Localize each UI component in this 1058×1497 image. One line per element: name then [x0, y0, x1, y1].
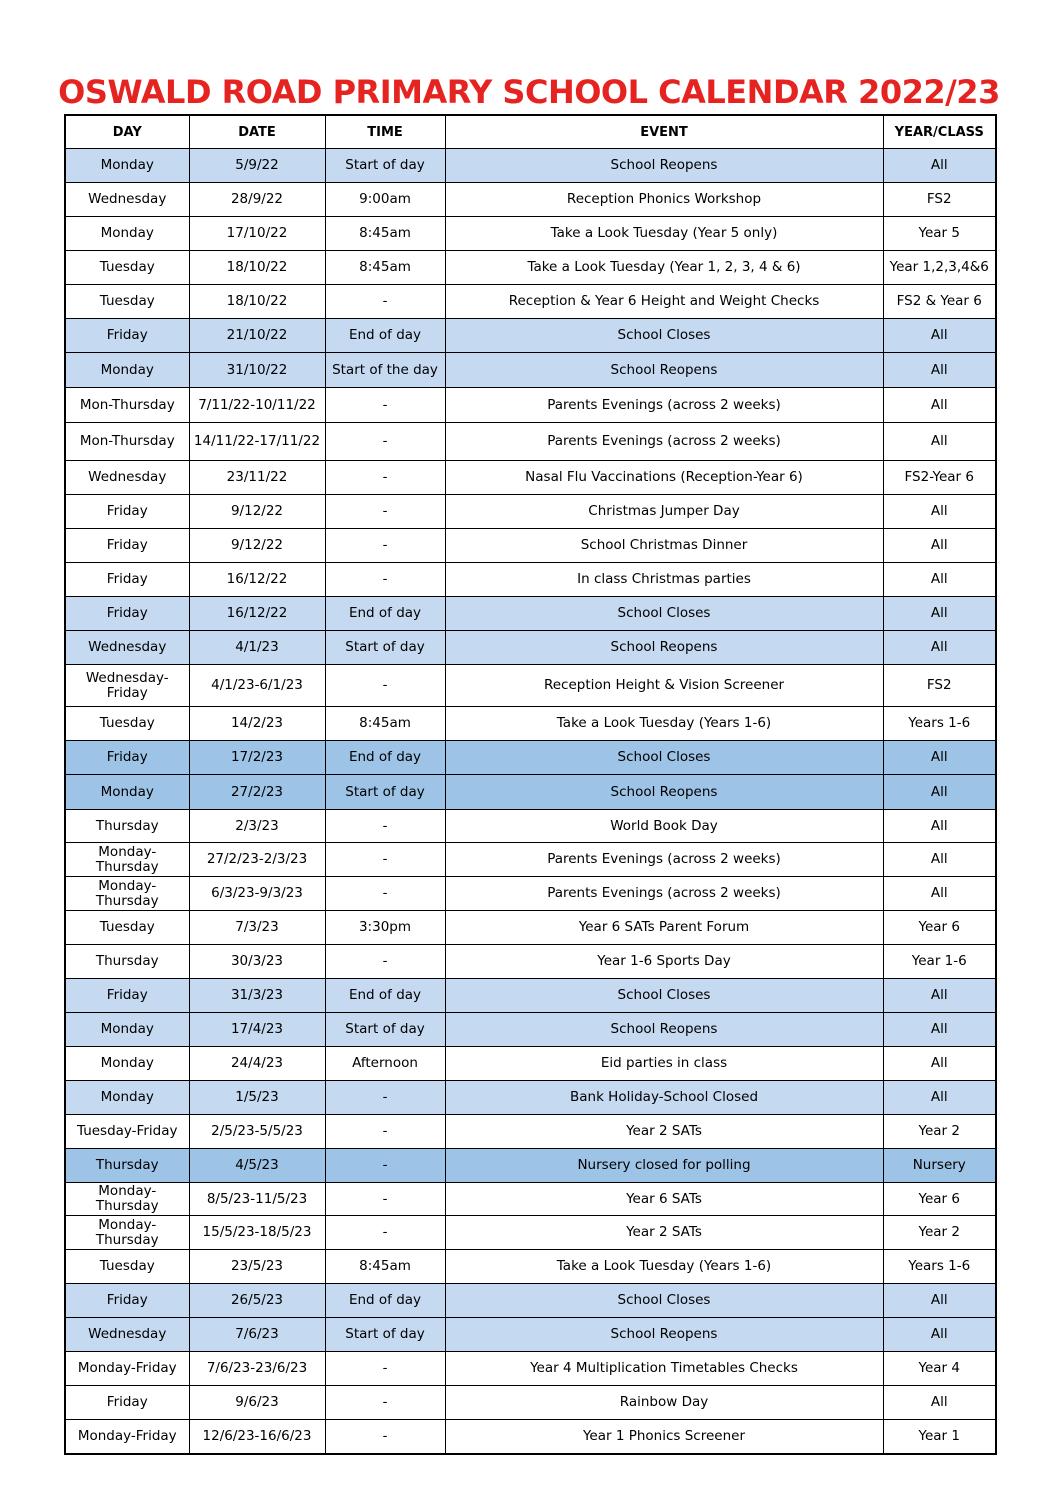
table-row	[65, 1115, 996, 1149]
table-row	[65, 423, 996, 461]
cell-date: 6/3/23-9/3/23	[189, 877, 325, 911]
cell-date: 31/10/22	[189, 353, 325, 388]
table-row	[65, 149, 996, 183]
cell-year-class: All	[883, 1284, 996, 1318]
cell-time: Afternoon	[325, 1047, 445, 1081]
cell-day: Wednesday	[65, 1318, 189, 1352]
cell-date: 9/12/22	[189, 495, 325, 529]
table-row	[65, 775, 996, 810]
cell-date: 30/3/23	[189, 945, 325, 979]
cell-day: Friday	[65, 597, 189, 631]
cell-date: 28/9/22	[189, 183, 325, 217]
cell-event: Nursery closed for polling	[445, 1149, 883, 1183]
cell-time: -	[325, 1115, 445, 1149]
cell-event: Take a Look Tuesday (Years 1-6)	[445, 707, 883, 741]
cell-date: 5/9/22	[189, 149, 325, 183]
table-row	[65, 1352, 996, 1386]
cell-time: End of day	[325, 1284, 445, 1318]
cell-date: 8/5/23-11/5/23	[189, 1183, 325, 1216]
cell-event: Rainbow Day	[445, 1386, 883, 1420]
cell-event: School Reopens	[445, 1013, 883, 1047]
cell-year-class: All	[883, 631, 996, 665]
table-row	[65, 945, 996, 979]
table-row	[65, 388, 996, 423]
cell-year-class: All	[883, 149, 996, 183]
cell-event: Parents Evenings (across 2 weeks)	[445, 388, 883, 423]
cell-date: 27/2/23	[189, 775, 325, 810]
cell-year-class: FS2-Year 6	[883, 461, 996, 495]
cell-date: 1/5/23	[189, 1081, 325, 1115]
table-row	[65, 1047, 996, 1081]
cell-date: 9/12/22	[189, 529, 325, 563]
cell-date: 17/2/23	[189, 741, 325, 775]
cell-day: Monday-Thursday	[65, 1216, 189, 1250]
cell-day: Tuesday	[65, 285, 189, 319]
cell-time: -	[325, 665, 445, 707]
page-title: OSWALD ROAD PRIMARY SCHOOL CALENDAR 2022/23	[58, 73, 1000, 111]
cell-day: Mon-Thursday	[65, 388, 189, 423]
cell-day: Tuesday	[65, 707, 189, 741]
table-row	[65, 495, 996, 529]
cell-year-class: Years 1-6	[883, 1250, 996, 1284]
cell-year-class: All	[883, 563, 996, 597]
cell-time: -	[325, 1081, 445, 1115]
cell-event: World Book Day	[445, 810, 883, 843]
cell-year-class: FS2 & Year 6	[883, 285, 996, 319]
cell-year-class: All	[883, 775, 996, 810]
cell-time: Start of day	[325, 631, 445, 665]
cell-event: Reception & Year 6 Height and Weight Checks	[445, 285, 883, 319]
cell-event: Year 2 SATs	[445, 1115, 883, 1149]
cell-time: End of day	[325, 741, 445, 775]
cell-event: School Closes	[445, 319, 883, 353]
cell-date: 17/10/22	[189, 217, 325, 251]
cell-year-class: Year 2	[883, 1216, 996, 1250]
calendar-table	[64, 114, 997, 1455]
cell-time: End of day	[325, 979, 445, 1013]
cell-year-class: Year 1-6	[883, 945, 996, 979]
cell-day: Thursday	[65, 945, 189, 979]
cell-event: School Closes	[445, 979, 883, 1013]
cell-year-class: All	[883, 423, 996, 461]
column-header-date: DATE	[189, 115, 325, 149]
cell-date: 18/10/22	[189, 285, 325, 319]
table-row	[65, 461, 996, 495]
table-header-row	[65, 115, 996, 149]
cell-event: Eid parties in class	[445, 1047, 883, 1081]
cell-date: 26/5/23	[189, 1284, 325, 1318]
table-row	[65, 1250, 996, 1284]
cell-year-class: All	[883, 319, 996, 353]
cell-day: Tuesday-Friday	[65, 1115, 189, 1149]
cell-event: Christmas Jumper Day	[445, 495, 883, 529]
cell-time: -	[325, 810, 445, 843]
cell-date: 31/3/23	[189, 979, 325, 1013]
cell-event: School Christmas Dinner	[445, 529, 883, 563]
table-row	[65, 597, 996, 631]
cell-day: Friday	[65, 529, 189, 563]
cell-event: School Closes	[445, 741, 883, 775]
cell-date: 14/11/22-17/11/22	[189, 423, 325, 461]
cell-time: -	[325, 945, 445, 979]
cell-date: 2/5/23-5/5/23	[189, 1115, 325, 1149]
cell-time: -	[325, 1183, 445, 1216]
cell-day: Friday	[65, 1284, 189, 1318]
cell-time: -	[325, 877, 445, 911]
cell-time: -	[325, 529, 445, 563]
cell-day: Tuesday	[65, 251, 189, 285]
cell-year-class: All	[883, 597, 996, 631]
cell-time: Start of day	[325, 775, 445, 810]
cell-date: 17/4/23	[189, 1013, 325, 1047]
table-row	[65, 979, 996, 1013]
column-header-event: EVENT	[445, 115, 883, 149]
cell-time: -	[325, 495, 445, 529]
cell-year-class: All	[883, 495, 996, 529]
cell-time: Start of day	[325, 149, 445, 183]
cell-time: End of day	[325, 319, 445, 353]
cell-event: School Closes	[445, 597, 883, 631]
cell-day: Monday	[65, 1047, 189, 1081]
table-row	[65, 319, 996, 353]
table-row	[65, 1013, 996, 1047]
cell-event: Take a Look Tuesday (Years 1-6)	[445, 1250, 883, 1284]
cell-day: Wednesday	[65, 461, 189, 495]
cell-day: Thursday	[65, 810, 189, 843]
cell-year-class: Year 1,2,3,4&6	[883, 251, 996, 285]
cell-date: 23/11/22	[189, 461, 325, 495]
cell-year-class: Year 2	[883, 1115, 996, 1149]
column-header-day: DAY	[65, 115, 189, 149]
cell-time: -	[325, 563, 445, 597]
cell-date: 4/5/23	[189, 1149, 325, 1183]
cell-day: Friday	[65, 319, 189, 353]
cell-date: 4/1/23	[189, 631, 325, 665]
column-header-time: TIME	[325, 115, 445, 149]
cell-year-class: All	[883, 388, 996, 423]
cell-time: 8:45am	[325, 1250, 445, 1284]
cell-year-class: Year 6	[883, 1183, 996, 1216]
cell-time: 8:45am	[325, 251, 445, 285]
cell-date: 7/3/23	[189, 911, 325, 945]
cell-event: Year 1-6 Sports Day	[445, 945, 883, 979]
table-row	[65, 529, 996, 563]
cell-date: 9/6/23	[189, 1386, 325, 1420]
table-row	[65, 843, 996, 877]
cell-date: 12/6/23-16/6/23	[189, 1420, 325, 1454]
cell-day: Monday	[65, 217, 189, 251]
cell-day: Thursday	[65, 1149, 189, 1183]
cell-date: 16/12/22	[189, 597, 325, 631]
table-row	[65, 1183, 996, 1216]
table-row	[65, 741, 996, 775]
cell-event: Bank Holiday-School Closed	[445, 1081, 883, 1115]
cell-day: Monday	[65, 775, 189, 810]
cell-year-class: Years 1-6	[883, 707, 996, 741]
table-row	[65, 1420, 996, 1454]
cell-event: School Reopens	[445, 775, 883, 810]
cell-date: 15/5/23-18/5/23	[189, 1216, 325, 1250]
cell-year-class: All	[883, 741, 996, 775]
cell-event: School Reopens	[445, 149, 883, 183]
cell-time: -	[325, 1149, 445, 1183]
cell-event: Year 6 SATs	[445, 1183, 883, 1216]
cell-event: In class Christmas parties	[445, 563, 883, 597]
cell-time: -	[325, 388, 445, 423]
cell-event: Take a Look Tuesday (Year 1, 2, 3, 4 & 6)	[445, 251, 883, 285]
cell-time: -	[325, 285, 445, 319]
cell-event: Year 1 Phonics Screener	[445, 1420, 883, 1454]
cell-day: Monday-Friday	[65, 1420, 189, 1454]
cell-event: Parents Evenings (across 2 weeks)	[445, 877, 883, 911]
column-header-year-class: YEAR/CLASS	[883, 115, 996, 149]
table-row	[65, 1149, 996, 1183]
table-row	[65, 631, 996, 665]
cell-time: -	[325, 1420, 445, 1454]
cell-event: School Reopens	[445, 353, 883, 388]
cell-event: Nasal Flu Vaccinations (Reception-Year 6)	[445, 461, 883, 495]
cell-event: Year 4 Multiplication Timetables Checks	[445, 1352, 883, 1386]
cell-time: -	[325, 423, 445, 461]
cell-year-class: All	[883, 979, 996, 1013]
cell-time: Start of day	[325, 1318, 445, 1352]
cell-date: 14/2/23	[189, 707, 325, 741]
cell-day: Monday-Thursday	[65, 843, 189, 877]
cell-time: End of day	[325, 597, 445, 631]
cell-day: Monday-Friday	[65, 1352, 189, 1386]
cell-year-class: Nursery	[883, 1149, 996, 1183]
cell-day: Friday	[65, 563, 189, 597]
cell-event: Parents Evenings (across 2 weeks)	[445, 843, 883, 877]
cell-event: Parents Evenings (across 2 weeks)	[445, 423, 883, 461]
cell-year-class: All	[883, 1047, 996, 1081]
table-row	[65, 1386, 996, 1420]
table-row	[65, 1216, 996, 1250]
cell-day: Friday	[65, 495, 189, 529]
cell-day: Monday	[65, 1081, 189, 1115]
table-row	[65, 1081, 996, 1115]
cell-day: Tuesday	[65, 1250, 189, 1284]
cell-time: Start of day	[325, 1013, 445, 1047]
table-row	[65, 563, 996, 597]
cell-year-class: All	[883, 1386, 996, 1420]
table-row	[65, 665, 996, 707]
cell-day: Monday	[65, 149, 189, 183]
calendar-body	[65, 149, 996, 1454]
cell-date: 18/10/22	[189, 251, 325, 285]
cell-time: Start of the day	[325, 353, 445, 388]
cell-day: Wednesday-Friday	[65, 665, 189, 707]
cell-day: Monday	[65, 353, 189, 388]
table-row	[65, 285, 996, 319]
cell-event: Reception Phonics Workshop	[445, 183, 883, 217]
cell-year-class: Year 4	[883, 1352, 996, 1386]
cell-time: -	[325, 1352, 445, 1386]
cell-day: Friday	[65, 979, 189, 1013]
cell-event: School Closes	[445, 1284, 883, 1318]
cell-date: 24/4/23	[189, 1047, 325, 1081]
cell-year-class: FS2	[883, 183, 996, 217]
cell-event: School Reopens	[445, 631, 883, 665]
cell-day: Mon-Thursday	[65, 423, 189, 461]
cell-day: Wednesday	[65, 183, 189, 217]
table-row	[65, 353, 996, 388]
cell-year-class: All	[883, 877, 996, 911]
cell-time: -	[325, 1216, 445, 1250]
cell-day: Monday-Thursday	[65, 877, 189, 911]
table-row	[65, 1284, 996, 1318]
table-row	[65, 911, 996, 945]
cell-year-class: Year 6	[883, 911, 996, 945]
cell-year-class: All	[883, 810, 996, 843]
cell-year-class: All	[883, 529, 996, 563]
cell-event: Take a Look Tuesday (Year 5 only)	[445, 217, 883, 251]
cell-time: -	[325, 1386, 445, 1420]
table-row	[65, 877, 996, 911]
cell-year-class: FS2	[883, 665, 996, 707]
cell-event: Year 6 SATs Parent Forum	[445, 911, 883, 945]
cell-year-class: All	[883, 843, 996, 877]
cell-event: School Reopens	[445, 1318, 883, 1352]
cell-time: 8:45am	[325, 217, 445, 251]
cell-date: 2/3/23	[189, 810, 325, 843]
table-row	[65, 183, 996, 217]
cell-year-class: All	[883, 1318, 996, 1352]
cell-date: 16/12/22	[189, 563, 325, 597]
cell-year-class: Year 5	[883, 217, 996, 251]
cell-day: Monday-Thursday	[65, 1183, 189, 1216]
cell-year-class: Year 1	[883, 1420, 996, 1454]
table-row	[65, 810, 996, 843]
cell-year-class: All	[883, 353, 996, 388]
table-row	[65, 1318, 996, 1352]
cell-date: 4/1/23-6/1/23	[189, 665, 325, 707]
cell-date: 7/11/22-10/11/22	[189, 388, 325, 423]
cell-event: Year 2 SATs	[445, 1216, 883, 1250]
cell-time: 3:30pm	[325, 911, 445, 945]
cell-day: Wednesday	[65, 631, 189, 665]
cell-day: Friday	[65, 1386, 189, 1420]
cell-day: Tuesday	[65, 911, 189, 945]
cell-time: 8:45am	[325, 707, 445, 741]
cell-day: Monday	[65, 1013, 189, 1047]
cell-date: 7/6/23	[189, 1318, 325, 1352]
cell-time: -	[325, 843, 445, 877]
cell-date: 21/10/22	[189, 319, 325, 353]
table-row	[65, 217, 996, 251]
cell-date: 27/2/23-2/3/23	[189, 843, 325, 877]
table-row	[65, 707, 996, 741]
cell-year-class: All	[883, 1013, 996, 1047]
cell-year-class: All	[883, 1081, 996, 1115]
table-row	[65, 251, 996, 285]
cell-date: 7/6/23-23/6/23	[189, 1352, 325, 1386]
cell-event: Reception Height & Vision Screener	[445, 665, 883, 707]
cell-time: 9:00am	[325, 183, 445, 217]
cell-day: Friday	[65, 741, 189, 775]
cell-time: -	[325, 461, 445, 495]
cell-date: 23/5/23	[189, 1250, 325, 1284]
